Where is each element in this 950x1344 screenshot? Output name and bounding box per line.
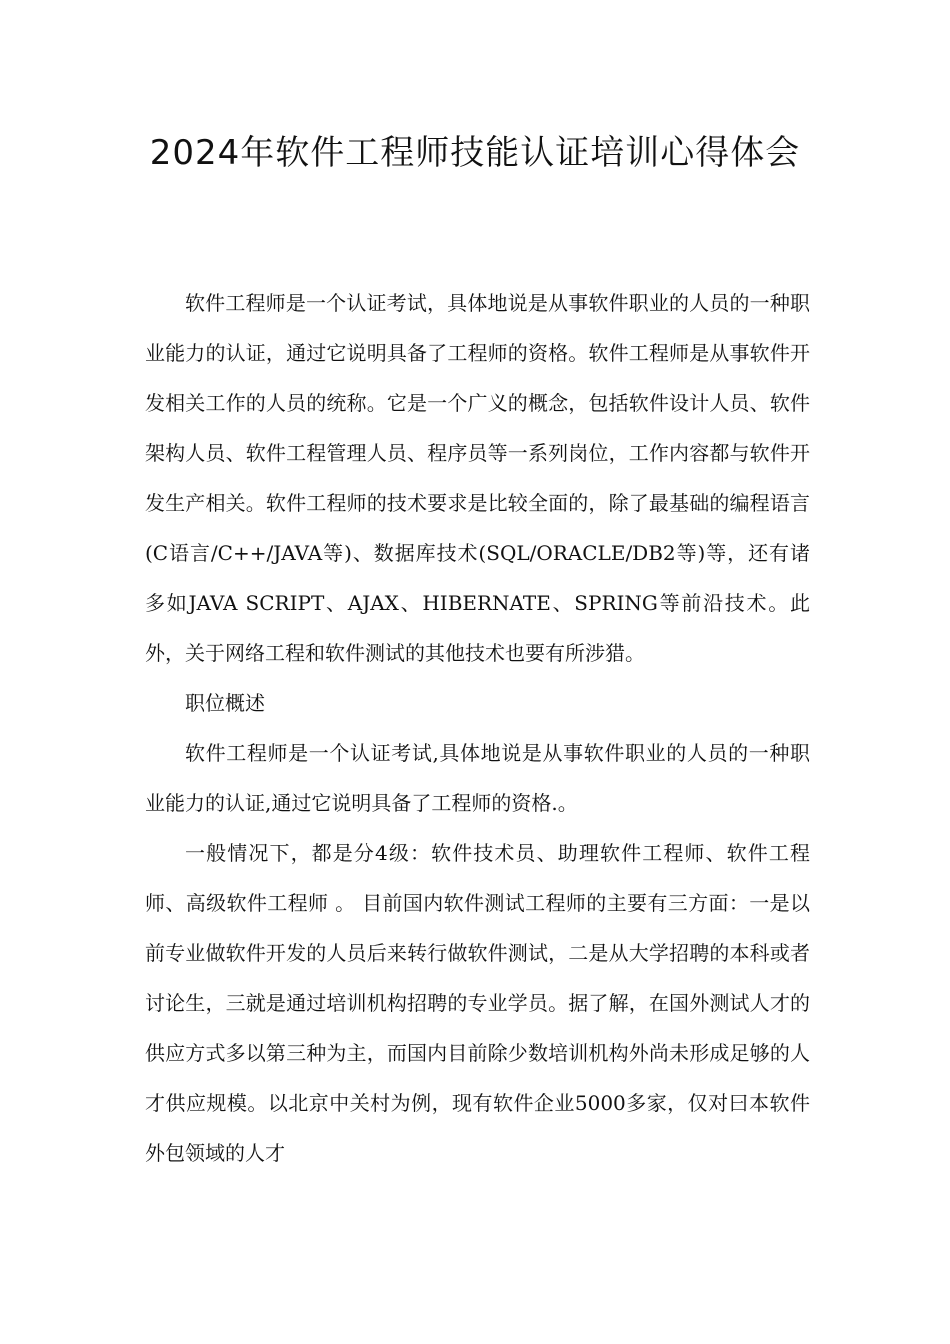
paragraph-job-overview: 软件工程师是一个认证考试,具体地说是从事软件职业的人员的一种职业能力的认证,通过它说明具备了工程师的资格.。 bbox=[145, 741, 810, 815]
section-heading-job-overview: 职位概述 bbox=[185, 691, 265, 715]
document-body bbox=[145, 278, 810, 1178]
paragraph-levels: 一般情况下，都是分4级：软件技术员、助理软件工程师、软件工程师、高级软件工程师 。 目前国内软件测试工程师的主要有三方面：一是以前专业做软件开发的人员后来转行做软件测试，二是从大学招聘的本科或者讨论生，三就是通过培训机构招聘的专业学员。据了解，在国外测试人才的供应方式多以第三种为主，而国内目前除少数培训机构外尚未形成足够的人才供应规模。以北京中关村为例，现有软件企业5000多家，仅对曰本软件外包领域的人才 bbox=[145, 841, 810, 1165]
paragraph-intro: 软件工程师是一个认证考试，具体地说是从事软件职业的人员的一种职业能力的认证，通过它说明具备了工程师的资格。软件工程师是从事软件开发相关工作的人员的统称。它是一个广义的概念，包括软件设计人员、软件架构人员、软件工程管理人员、程序员等一系列岗位，工作内容都与软件开发生产相关。软件工程师的技术要求是比较全面的，除了最基础的编程语言(C语言/C++/JAVA等)、数据库技术(SQL/ORACLE/DB2等)等，还有诸多如JAVA SCRIPT、AJAX、HIBERNATE、SPRING等前沿技术。此外，关于网络工程和软件测试的其他技术也要有所涉猎。 bbox=[145, 291, 810, 665]
document-title: 2024年软件工程师技能认证培训心得体会 bbox=[149, 133, 801, 173]
